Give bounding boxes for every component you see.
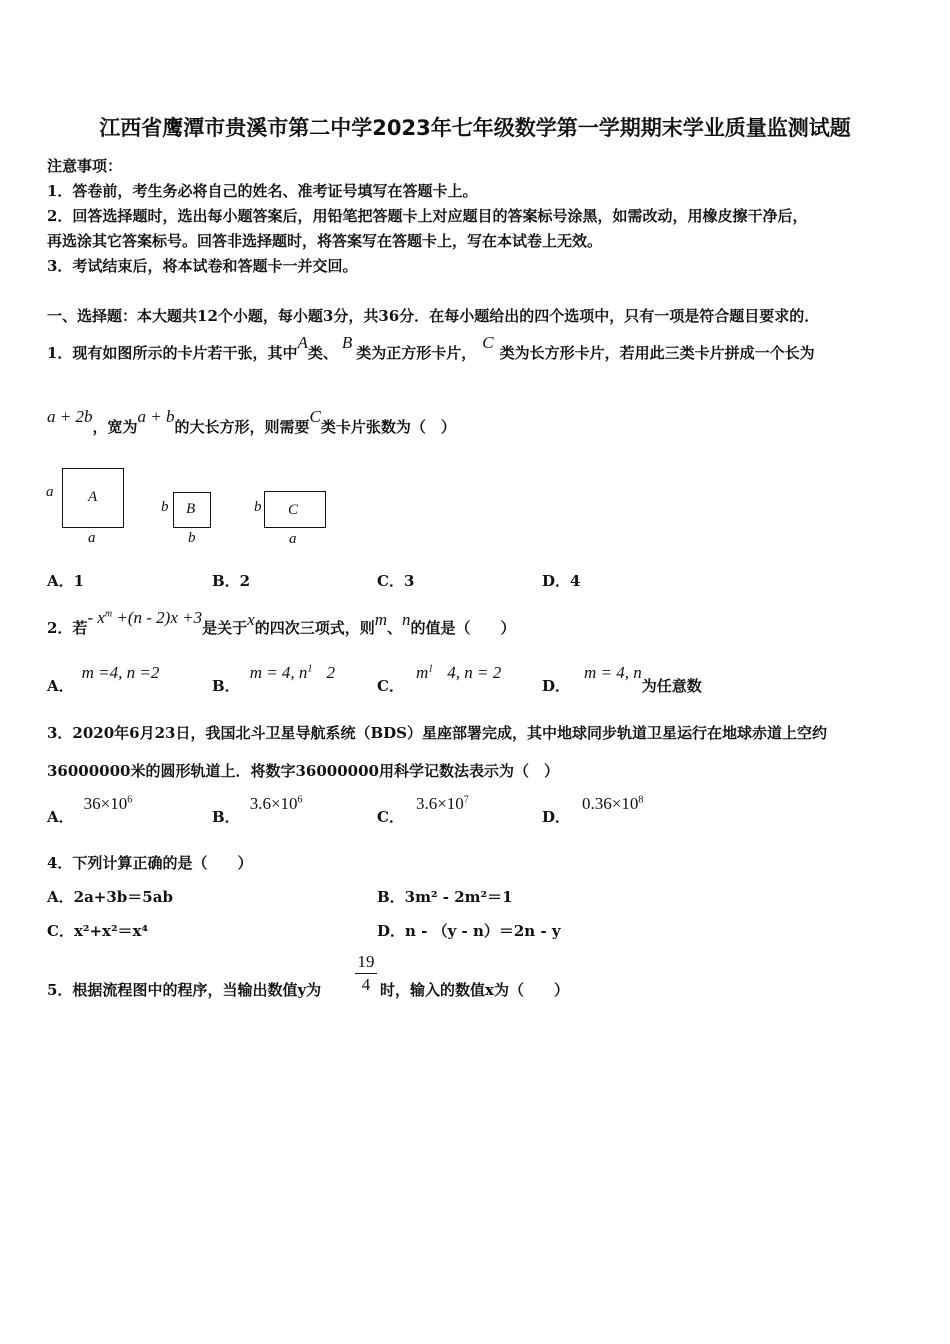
card-c-side-label: b [254, 499, 262, 515]
q1-option-a[interactable]: A．1 [47, 572, 85, 590]
q4-option-b[interactable]: B．3m² - 2m²＝1 [377, 888, 513, 906]
q3-stem-line2: 36000000米的圆形轨道上．将数字36000000用科学记数法表示为（ ） [47, 762, 559, 780]
q4-option-c[interactable]: C．x²+x²＝x⁴ [47, 922, 149, 940]
q3-option-c[interactable]: C．$3.6\times 10^7$ [377, 794, 469, 826]
q3-option-d[interactable]: D．$0.36\times 10^8$ [542, 794, 644, 826]
q4-option-a[interactable]: A．2a+3b＝5ab [47, 888, 173, 906]
page-title: 江西省鹰潭市贵溪市第二中学2023年七年级数学第一学期期末学业质量监测试题 [99, 116, 851, 140]
q4-stem: 4．下列计算正确的是（ ） [47, 854, 253, 872]
card-b-label: B [186, 501, 196, 517]
notice-item-1: 1．答卷前，考生务必将自己的姓名、准考证号填写在答题卡上。 [47, 182, 478, 200]
q5-fraction [355, 952, 377, 995]
q1-option-c[interactable]: C．3 [377, 572, 415, 590]
q3-option-a[interactable]: A．$36\times 10^6$ [47, 794, 133, 826]
q2-option-c[interactable]: C．$m^1$ 4, n = 2 [377, 663, 502, 695]
notice-heading: 注意事项： [47, 157, 123, 175]
q5-fraction-denominator: 4 [361, 975, 371, 994]
q2-stem: 2．若- $x^m +(n - 2)x +3$是关于x的四次三项式，则m、n的值是（ ） [47, 608, 516, 637]
q1-option-d[interactable]: D．4 [542, 572, 581, 590]
notice-item-3: 3．考试结束后，将本试卷和答题卡一并交回。 [47, 257, 358, 275]
card-b-bottom-label: b [188, 530, 196, 546]
q3-stem-line1: 3．2020年6月23日，我国北斗卫星导航系统（BDS）星座部署完成，其中地球同步轨道卫星运行在地球赤道上空约 [47, 724, 828, 742]
card-a-bottom-label: a [88, 530, 96, 546]
notice-item-2-cont: 再选涂其它答案标号。回答非选择题时，将答案写在答题卡上，写在本试卷上无效。 [47, 232, 603, 250]
q4-option-d[interactable]: D．n - （y - n）＝2n - y [377, 922, 561, 940]
q1-stem-line2: a + 2b，宽为a + b的大长方形，则需要C类卡片张数为（ ） [47, 407, 456, 436]
q1-option-b[interactable]: B．2 [212, 572, 251, 590]
section-heading: 一、选择题：本大题共12个小题，每小题3分，共36分．在每小题给出的四个选项中，只有一项是符合题目要求的． [47, 307, 820, 325]
card-c-label: C [288, 502, 299, 518]
q5-stem-end: 时，输入的数值x为（ ） [380, 981, 569, 999]
card-c-bottom-label: a [289, 531, 297, 547]
notice-item-2: 2．回答选择题时，选出每小题答案后，用铅笔把答题卡上对应题目的答案标号涂黑，如需改动，用橡皮擦干净后， [47, 207, 808, 225]
q5-stem-start: 5．根据流程图中的程序，当输出数值y为 [47, 981, 322, 999]
card-b-side-label: b [161, 499, 169, 515]
q2-option-b[interactable]: B．m = 4, $n^1$ 2 [212, 663, 335, 695]
card-a-side-label: a [46, 484, 54, 500]
q2-option-d[interactable]: D．m = 4, n为任意数 [542, 663, 702, 695]
q3-option-b[interactable]: B．$3.6\times 10^6$ [212, 794, 303, 826]
q1-stem-line1: 1．现有如图所示的卡片若干张，其中A类、B类为正方形卡片，C类为长方形卡片，若用此三类卡片拼成一个长为 [47, 333, 815, 362]
card-a-label: A [88, 489, 98, 505]
q5-fraction-numerator: 19 [357, 952, 375, 971]
q2-option-a[interactable]: A．m =4, n =2 [47, 663, 160, 695]
